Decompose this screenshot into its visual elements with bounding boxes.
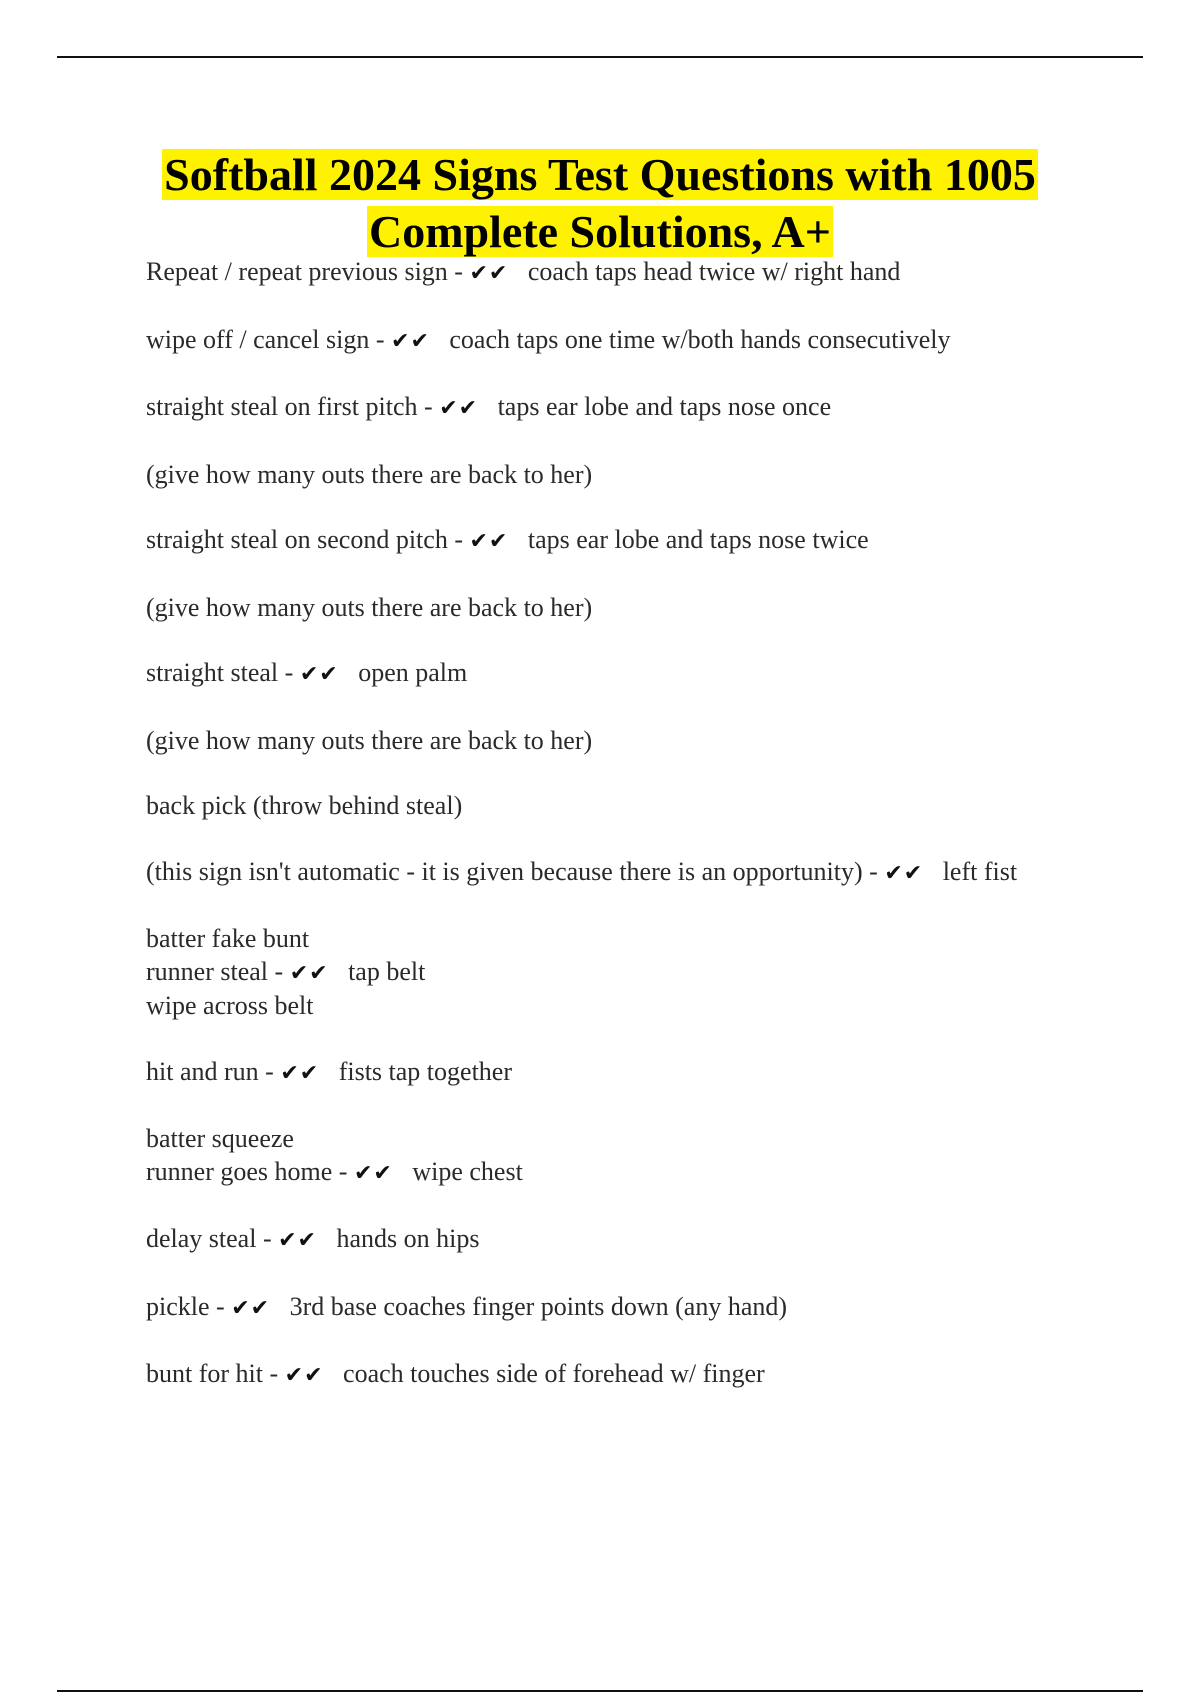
qa-answer: tap belt [348, 956, 426, 986]
qa-item [146, 592, 1066, 625]
double-check-icon: ✔✔ [353, 1160, 393, 1186]
qa-line [146, 1358, 1066, 1393]
qa-line [146, 324, 1066, 359]
qa-answer: coach taps head twice w/ right hand [527, 257, 901, 286]
bottom-rule [57, 1690, 1143, 1692]
qa-gap [508, 257, 528, 286]
title-highlight: Softball 2024 Signs Test Questions with 1005 Complete Solutions, A+ [164, 149, 1036, 257]
qa-question: wipe off / cancel sign [146, 324, 370, 354]
qa-gap [430, 325, 450, 354]
qa-answer: taps ear lobe and taps nose once [497, 392, 832, 421]
double-check-icon: ✔✔ [284, 1363, 324, 1388]
qa-line [146, 391, 1066, 426]
qa-gap [393, 1157, 413, 1186]
qa-question: straight steal [146, 658, 279, 687]
qa-gap [508, 525, 528, 554]
double-check-icon: ✔✔ [289, 960, 329, 986]
qa-question: bunt for hit [146, 1359, 263, 1388]
qa-answer: 3rd base coaches finger points down (any hand) [289, 1291, 788, 1321]
qa-question: (this sign isn't automatic - it is given because there is an opportunity) [146, 856, 863, 886]
qa-gap [324, 1359, 344, 1388]
qa-item [146, 725, 1066, 758]
qa-line [146, 524, 1066, 559]
qa-separator: - [258, 1056, 281, 1086]
qa-question: hit and run [146, 1056, 259, 1086]
double-check-icon: ✔✔ [884, 860, 924, 886]
qa-line [146, 1056, 1066, 1091]
qa-item [146, 459, 1066, 492]
double-check-icon: ✔✔ [439, 396, 479, 421]
qa-answer: coach touches side of forehead w/ finger [343, 1359, 765, 1388]
qa-item [146, 856, 1066, 891]
qa-separator: - [278, 658, 300, 687]
qa-item [146, 790, 1066, 823]
qa-question: delay steal [146, 1224, 257, 1253]
qa-answer: taps ear lobe and taps nose twice [527, 525, 869, 554]
top-rule [57, 56, 1143, 58]
qa-gap [319, 1057, 339, 1086]
qa-item [146, 1358, 1066, 1393]
double-check-icon: ✔✔ [280, 1060, 320, 1086]
qa-line [146, 1223, 1066, 1258]
double-check-icon: ✔✔ [299, 662, 339, 687]
qa-gap [478, 392, 498, 421]
qa-separator: - [369, 324, 392, 354]
qa-separator: - [862, 856, 885, 886]
qa-prefix-line: batter fake bunt [146, 924, 310, 953]
qa-separator: - [256, 1224, 279, 1253]
qa-gap [270, 1292, 290, 1321]
qa-separator: - [268, 956, 290, 986]
qa-question: runner steal [146, 956, 269, 986]
double-check-icon: ✔✔ [391, 328, 430, 354]
qa-line [146, 657, 1066, 692]
qa-gap [329, 957, 349, 986]
qa-answer: left fist [942, 856, 1018, 886]
qa-item [146, 256, 1066, 291]
qa-question: pickle [146, 1291, 210, 1321]
qa-item [146, 1291, 1066, 1326]
qa-note: (give how many outs there are back to her) [146, 592, 593, 622]
qa-gap [923, 857, 943, 886]
qa-line [146, 856, 1066, 891]
qa-list [146, 256, 1066, 1426]
qa-item [146, 1223, 1066, 1258]
qa-separator: - [263, 1359, 285, 1388]
document-title [90, 146, 1110, 260]
qa-question: Repeat / repeat previous sign [146, 257, 448, 286]
qa-gap [339, 658, 359, 687]
qa-line [146, 1156, 1066, 1191]
qa-gap [317, 1224, 337, 1253]
qa-separator: - [447, 525, 470, 554]
double-check-icon: ✔✔ [469, 529, 509, 554]
qa-question: straight steal on second pitch [146, 525, 448, 554]
qa-item [146, 1056, 1066, 1091]
qa-note: back pick (throw behind steal) [146, 791, 463, 820]
qa-answer: fists tap together [338, 1056, 512, 1086]
qa-item [146, 1123, 1066, 1190]
double-check-icon: ✔✔ [469, 261, 509, 286]
qa-item [146, 391, 1066, 426]
qa-item [146, 324, 1066, 359]
qa-prefix-line: batter squeeze [146, 1124, 294, 1153]
qa-separator: - [447, 257, 470, 286]
qa-item [146, 524, 1066, 559]
qa-answer: wipe chest [412, 1156, 523, 1186]
qa-note: (give how many outs there are back to her) [146, 725, 593, 755]
qa-question: straight steal on first pitch [146, 392, 418, 421]
qa-line [146, 1291, 1066, 1326]
qa-answer: coach taps one time w/both hands consecutively [449, 324, 951, 354]
qa-answer: open palm [358, 658, 468, 687]
qa-item [146, 923, 1066, 1023]
qa-separator: - [332, 1156, 354, 1186]
qa-line [146, 956, 1066, 991]
qa-question: runner goes home [146, 1156, 333, 1186]
qa-separator: - [417, 392, 440, 421]
qa-answer: hands on hips [336, 1224, 480, 1253]
double-check-icon: ✔✔ [278, 1228, 317, 1253]
qa-separator: - [209, 1291, 232, 1321]
double-check-icon: ✔✔ [231, 1295, 271, 1321]
qa-note: (give how many outs there are back to her) [146, 459, 593, 489]
qa-suffix-line: wipe across belt [146, 991, 314, 1020]
qa-item [146, 657, 1066, 692]
qa-line [146, 256, 1066, 291]
